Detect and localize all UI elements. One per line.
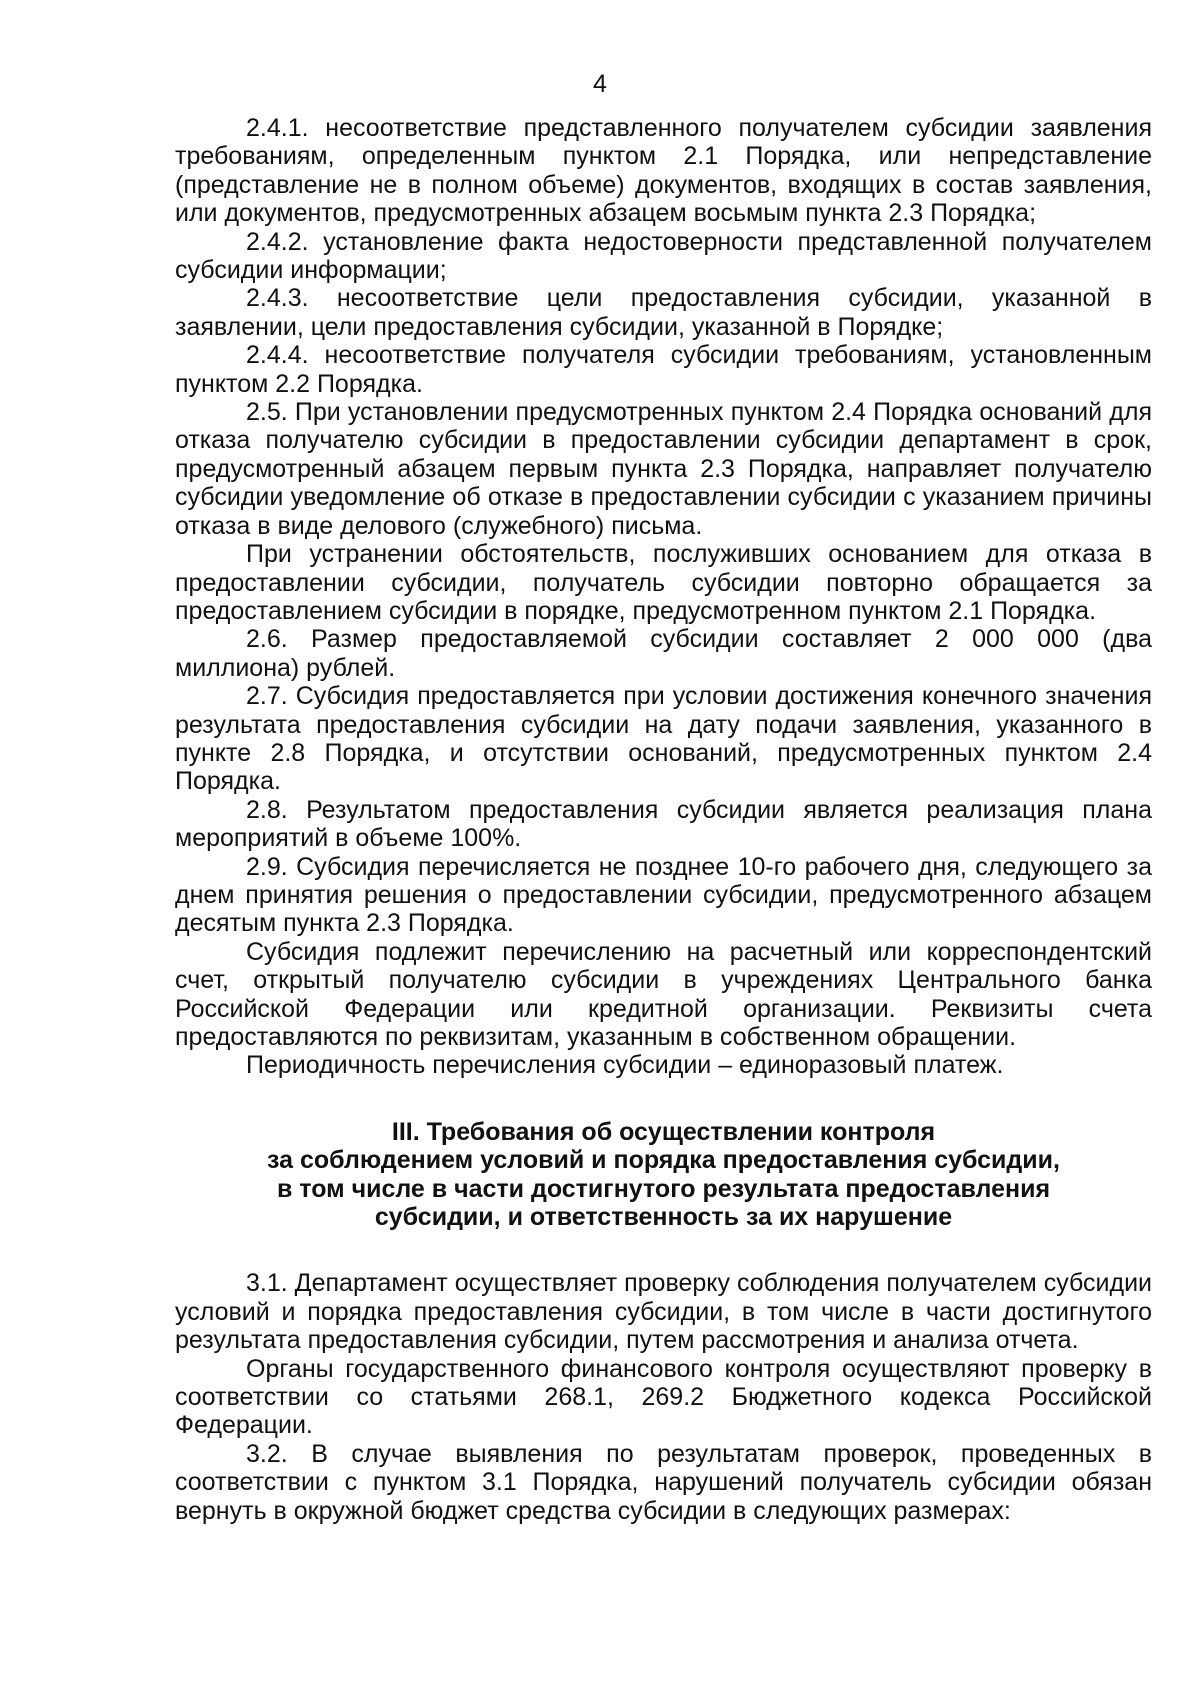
paragraph-2-9-periodicity: Периодичность перечисления субсидии – единоразовый платеж. xyxy=(246,1051,1004,1080)
paragraph-2-5-continued: При устранении обстоятельств, послуживших основанием для отказа в предоставлении субсидии, получатель субсидии повторно обращается за предоставлением субсидии в порядке, предусмотренном пунктом 2.1 Порядка. xyxy=(175,540,1152,625)
section-heading-line: в том числе в части достигнутого результата предоставления xyxy=(276,1174,1051,1203)
paragraph-2-9: 2.9. Субсидия перечисляется не позднее 10-го рабочего дня, следующего за днем принятия решения о предоставлении субсидии, предусмотренного абзацем десятым пункта 2.3 Порядка. xyxy=(175,852,1152,938)
paragraph-2-6: 2.6. Размер предоставляемой субсидии составляет 2 000 000 (два миллиона) рублей. xyxy=(175,625,1152,682)
page-number: 4 xyxy=(593,70,607,98)
paragraph-3-2: 3.2. В случае выявления по результатам проверок, проведенных в соответствии с пунктом 3.1 Порядка, нарушений получатель субсидии обязан вернуть в окружной бюджет средства субсидии в следующих размерах: xyxy=(175,1439,1152,1525)
section-heading-iii xyxy=(175,1118,1152,1232)
paragraph-3-1: 3.1. Департамент осуществляет проверку соблюдения получателем субсидии условий и порядка предоставления субсидии, в том числе в части достигнутого результата предоставления субсидии, путем рассмотрения и анализа отчета. xyxy=(175,1269,1152,1355)
paragraph-2-4-1: 2.4.1. несоответствие представленного получателем субсидии заявления требованиям, определенным пунктом 2.1 Порядка, или непредставление (представление не в полном объеме) документов, входящих в состав заявления, или документов, предусмотренных абзацем восьмым пункта 2.3 Порядка; xyxy=(175,114,1152,228)
paragraph-2-8: 2.8. Результатом предоставления субсидии является реализация плана мероприятий в объеме 100%. xyxy=(175,795,1152,853)
paragraph-2-4-4: 2.4.4. несоответствие получателя субсидии требованиям, установленным пунктом 2.2 Порядка. xyxy=(175,341,1152,398)
paragraph-2-4-2: 2.4.2. установление факта недостоверности представленной получателем субсидии информации; xyxy=(175,227,1152,285)
paragraph-2-5: 2.5. При установлении предусмотренных пунктом 2.4 Порядка оснований для отказа получателю субсидии в предоставлении субсидии департамент в срок, предусмотренный абзацем первым пункта 2.3 Порядка, направляет получателю субсидии уведомление об отказе в предоставлении субсидии с указанием причины отказа в виде делового (служебного) письма. xyxy=(175,398,1152,540)
paragraph-2-7: 2.7. Субсидия предоставляется при условии достижения конечного значения результата предоставления субсидии на дату подачи заявления, указанного в пункте 2.8 Порядка, и отсутствии оснований, предусмотренных пунктом 2.4 Порядка. xyxy=(175,682,1152,796)
paragraph-2-4-3: 2.4.3. несоответствие цели предоставления субсидии, указанной в заявлении, цели предоставления субсидии, указанной в Порядке; xyxy=(175,284,1152,341)
section-heading-line: III. Требования об осуществлении контроля xyxy=(391,1117,936,1146)
section-heading-line: за соблюдением условий и порядка предоставления субсидии, xyxy=(267,1146,1060,1175)
section-heading-line: субсидии, и ответственность за их нарушение xyxy=(374,1203,953,1232)
document-body xyxy=(175,114,1152,1525)
paragraph-3-1-control: Органы государственного финансового контроля осуществляют проверку в соответствии со статьями 268.1, 269.2 Бюджетного кодекса Российской Федерации. xyxy=(175,1354,1152,1440)
paragraph-2-9-account: Субсидия подлежит перечислению на расчетный или корреспондентский счет, открытый получателю субсидии в учреждениях Центрального банка Российской Федерации или кредитной организации. Реквизиты счета предоставляются по реквизитам, указанным в собственном обращении. xyxy=(175,937,1152,1051)
